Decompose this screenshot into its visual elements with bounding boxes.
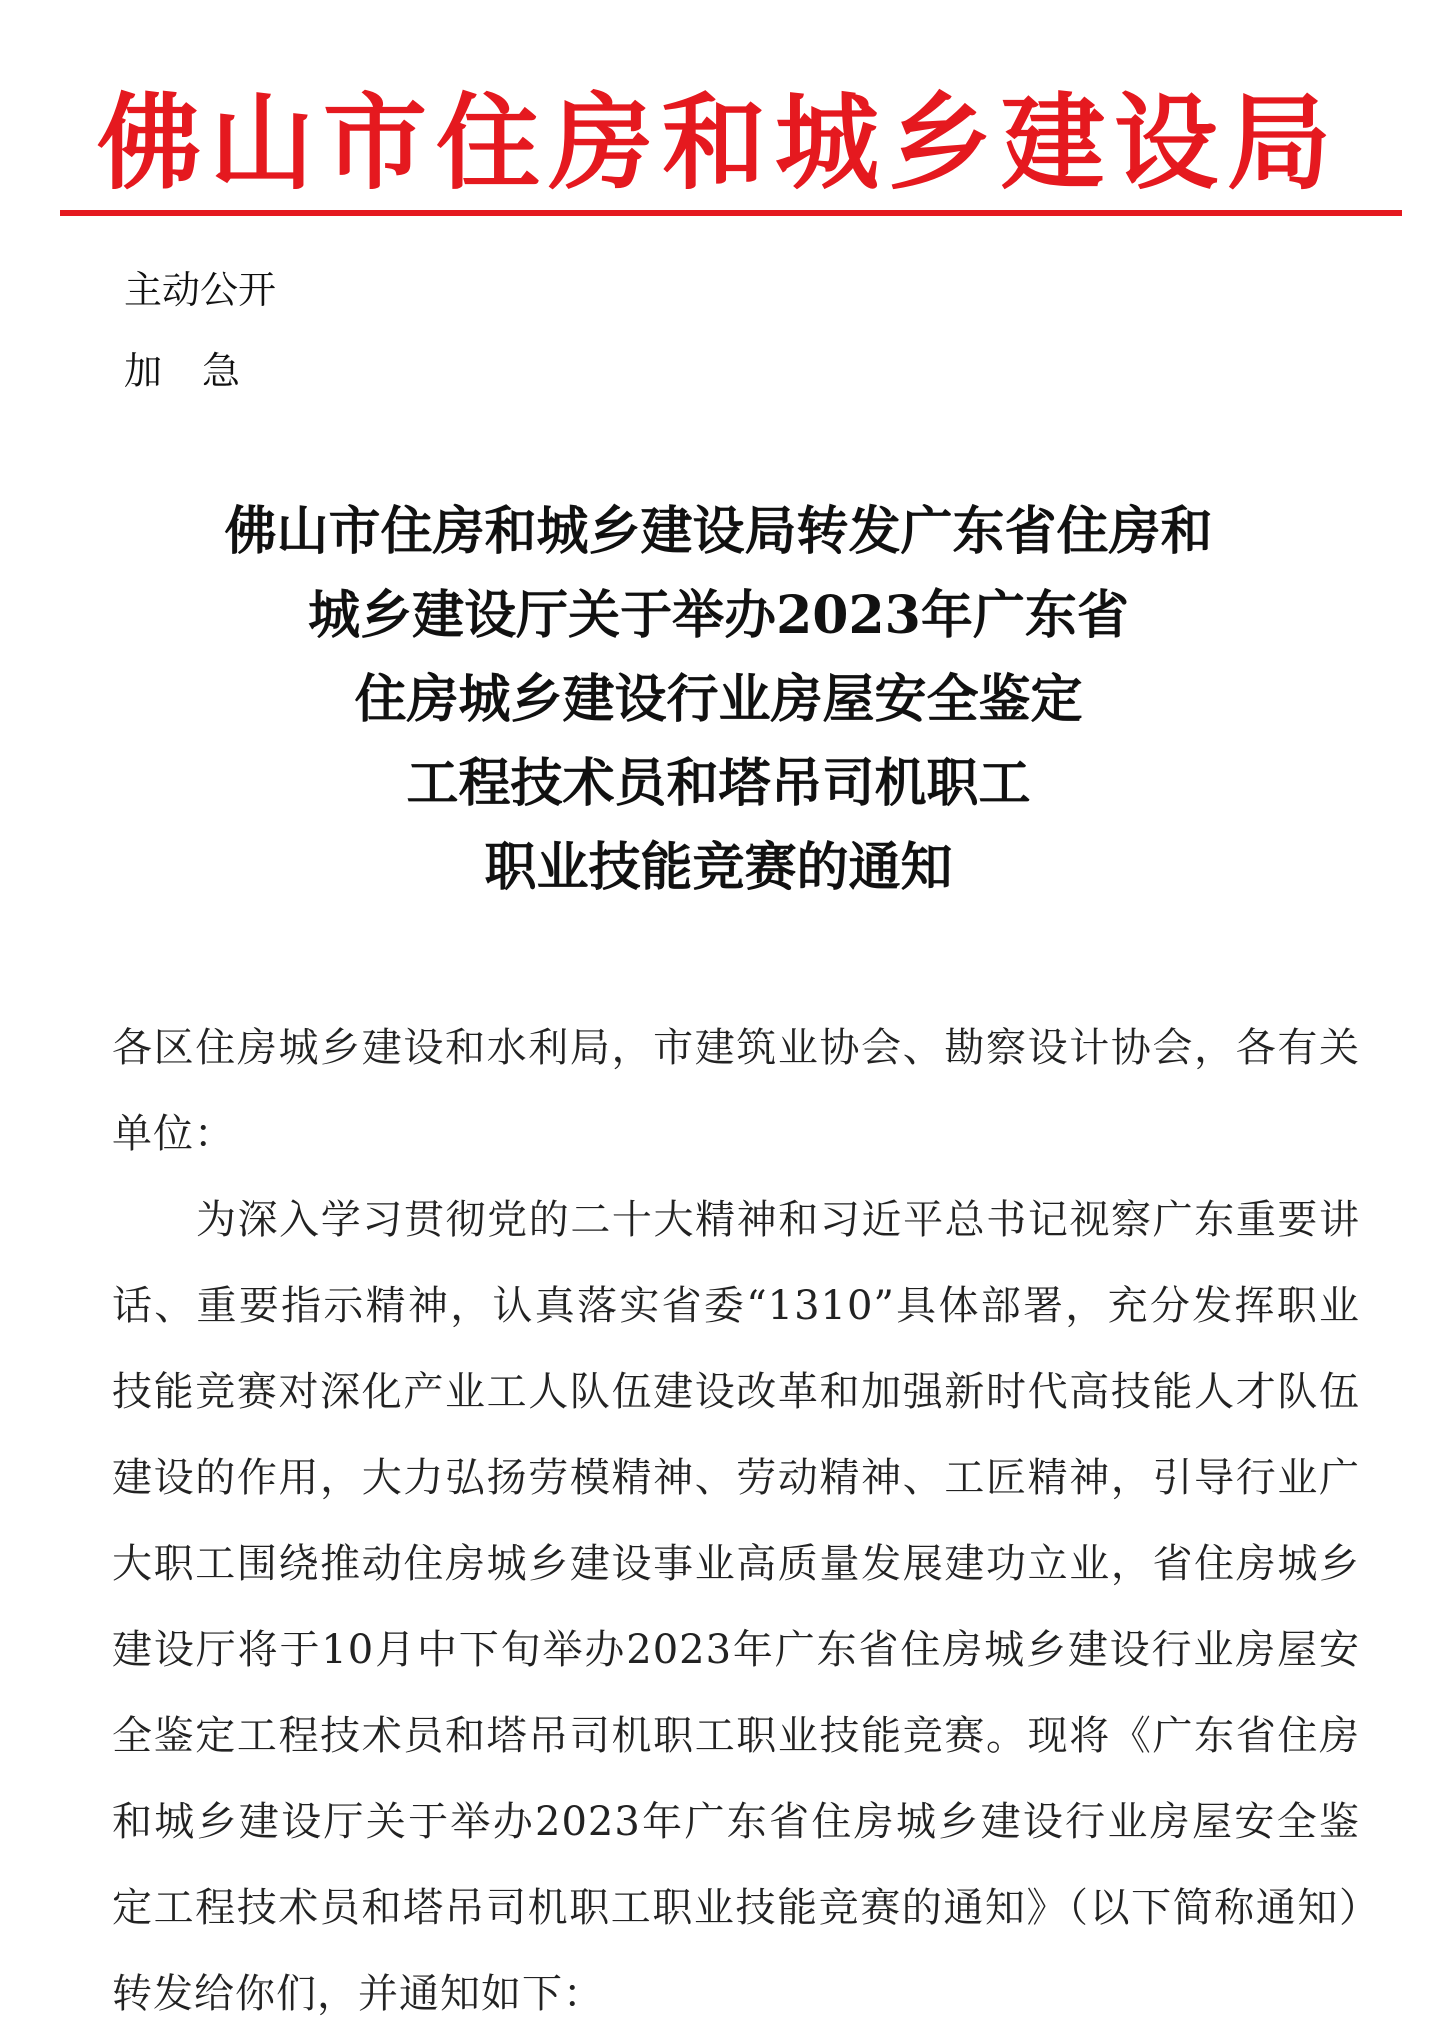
title-line: 佛山市住房和城乡建设局转发广东省住房和 — [224, 501, 1213, 562]
title-line: 职业技能竞赛的通知 — [484, 837, 953, 898]
document-title — [0, 490, 1437, 910]
issuer-masthead: 佛山市住房和城乡建设局 — [96, 81, 1340, 204]
document-body — [112, 1005, 1360, 2037]
disclosure-label: 主动公开 — [124, 268, 277, 312]
body-paragraph: 为深入学习贯彻党的二十大精神和习近平总书记视察广东重要讲话、重要指示精神，认真落实省委“1310”具体部署，充分发挥职业技能竞赛对深化产业工人队伍建设改革和加强新时代高技能人才队伍建设的作用，大力弘扬劳模精神、劳动精神、工匠精神，引导行业广大职工围绕推动住房城乡建设事业高质量发展建功立业，省住房城乡建设厅将于10月中下旬举办2023年广东省住房城乡建设行业房屋安全鉴定工程技术员和塔吊司机职工职业技能竞赛。现将《广东省住房和城乡建设厅关于举办2023年广东省住房城乡建设行业房屋安全鉴定工程技术员和塔吊司机职工职业技能竞赛的通知》（以下简称通知）转发给你们，并通知如下： — [112, 1197, 1360, 2017]
urgency-label: 加急 — [124, 349, 281, 393]
addressee-line: 各区住房城乡建设和水利局，市建筑业协会、勘察设计协会，各有关单位： — [112, 1025, 1360, 1157]
red-header-line — [60, 210, 1402, 216]
title-line: 城乡建设厅关于举办2023年广东省 — [308, 585, 1129, 646]
title-line: 工程技术员和塔吊司机职工 — [406, 753, 1031, 814]
title-line: 住房城乡建设行业房屋安全鉴定 — [354, 669, 1083, 730]
